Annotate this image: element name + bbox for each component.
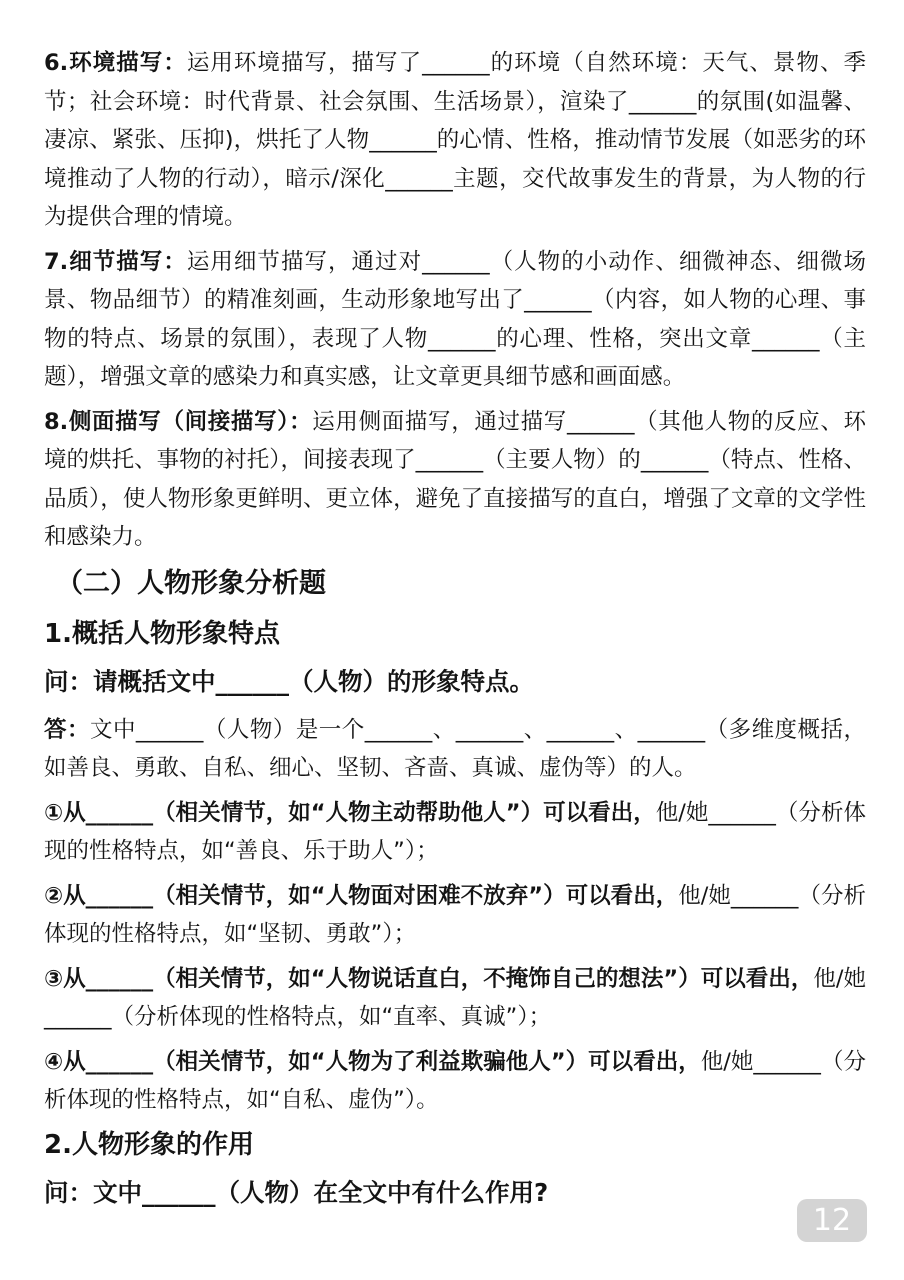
answer-point-2-bold: ②从______（相关情节，如“人物面对困难不放弃”）可以看出， <box>44 882 679 909</box>
answer-label: 答： <box>44 716 90 743</box>
environment-description-body: 运用环境描写，描写了______的环境（自然环境：天气、景物、季节；社会环境：时代背景、社会氛围、生活场景），渲染了______的氛围(如温馨、凄凉、紧张、压抑)，烘托了人物______的心情、性格，推动情节发展（如恶劣的环境推动了人物的行动），暗示/深化______主题，交代故事发生的背景，为人物的行为提供合理的情境。 <box>44 50 866 230</box>
detail-description-title: 7.细节描写： <box>44 248 187 275</box>
answer-point-4-rest: 他/她______（分析体现的性格特点，如“自私、虚伪”）。 <box>44 1048 866 1113</box>
paragraph-environment-description <box>44 44 866 237</box>
answer-point-2-rest: 他/她______（分析体现的性格特点，如“坚韧、勇敢”）； <box>44 882 866 947</box>
answer-point-1-rest: 他/她______（分析体现的性格特点，如“善良、乐于助人”）； <box>44 799 866 864</box>
detail-description-body: 运用细节描写，通过对______（人物的小动作、细微神态、细微场景、物品细节）的精准刻画，生动形象地写出了______（内容，如人物的心理、事物的特点、场景的氛围），表现了人物______的心理、性格，突出文章______（主题），增强文章的感染力和真实感，让文章更具细节感和画面感。 <box>44 248 866 390</box>
side-description-body: 运用侧面描写，通过描写______（其他人物的反应、环境的烘托、事物的衬托），间接表现了______（主要人物）的______（特点、性格、品质），使人物形象更鲜明、更立体，避免了直接描写的直白，增强了文章的文学性和感染力。 <box>44 408 866 550</box>
paragraph-answer <box>44 711 866 788</box>
question-character-role: 问：文中______（人物）在全文中有什么作用? <box>44 1177 549 1207</box>
answer-point-3 <box>44 960 866 1037</box>
paragraph-side-description <box>44 403 866 557</box>
answer-point-3-bold: ③从______（相关情节，如“人物说话直白，不掩饰自己的想法”）可以看出， <box>44 965 814 992</box>
answer-point-4 <box>44 1043 866 1120</box>
environment-description-title: 6.环境描写： <box>44 50 187 76</box>
section-heading-character-analysis: （二）人物形象分析题 <box>56 567 326 599</box>
page-number-badge: 12 <box>797 1199 867 1242</box>
paragraph-detail-description <box>44 243 866 397</box>
answer-point-4-bold: ④从______（相关情节，如“人物为了利益欺骗他人”）可以看出， <box>44 1048 701 1075</box>
answer-point-3-rest: 他/她______（分析体现的性格特点，如“直率、真诚”）； <box>44 965 866 1030</box>
answer-body: 文中______（人物）是一个______、______、______、______（多维度概括，如善良、勇敢、自私、细心、坚韧、吝啬、真诚、虚伪等）的人。 <box>44 716 866 781</box>
question-summarize-traits: 问：请概括文中______（人物）的形象特点。 <box>44 666 534 696</box>
subsection-title-summarize-traits: 1.概括人物形象特点 <box>44 618 280 649</box>
answer-point-2 <box>44 877 866 954</box>
side-description-title: 8.侧面描写（间接描写）： <box>44 408 313 435</box>
document-page <box>44 44 866 1222</box>
answer-point-1-bold: ①从______（相关情节，如“人物主动帮助他人”）可以看出， <box>44 799 656 826</box>
subsection-title-character-role: 2.人物形象的作用 <box>44 1129 254 1160</box>
answer-point-1 <box>44 794 866 871</box>
